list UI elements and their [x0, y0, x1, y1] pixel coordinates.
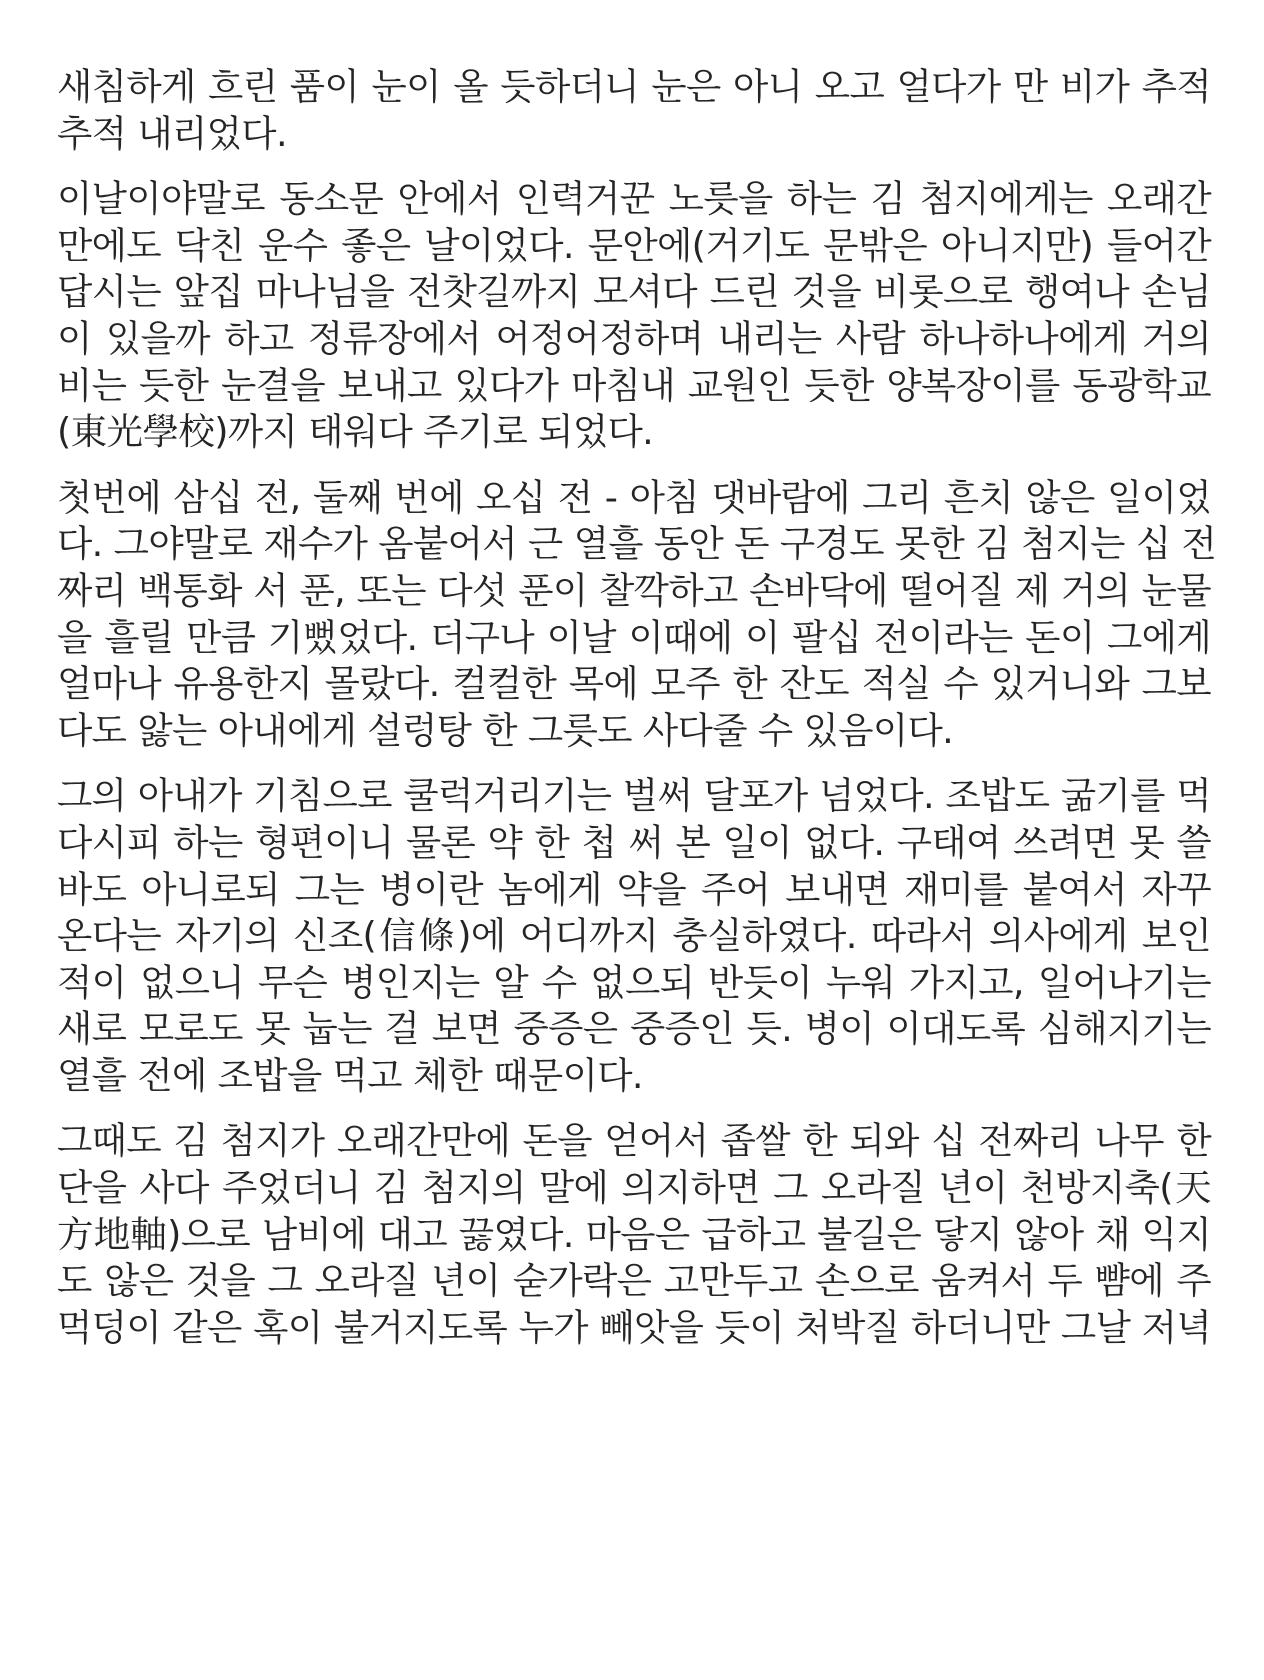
- text-line: 그때도 김 첨지가 오래간만에 돈을 얻어서 좁쌀 한 되와 십 전짜리 나무 한: [57, 1119, 1211, 1163]
- text-line: 이날이야말로 동소문 안에서 인력거꾼 노릇을 하는 김 첨지에게는 오래간: [57, 177, 1211, 221]
- text-line: 새침하게 흐린 품이 눈이 올 듯하더니 눈은 아니 오고 얼다가 만 비가 추적: [57, 65, 1211, 108]
- text-line: 을 흘릴 만큼 기뻤었다. 더구나 이날 이때에 이 팔십 전이라는 돈이 그에게: [57, 615, 1211, 659]
- text-line: 비는 듯한 눈결을 보내고 있다가 마침내 교원인 듯한 양복장이를 동광학교: [57, 363, 1211, 407]
- text-line: 그의 아내가 기침으로 쿨럭거리기는 벌써 달포가 넘었다. 조밥도 굶기를 먹: [57, 774, 1211, 818]
- text-line: 적이 없으니 무슨 병인지는 알 수 없으되 반듯이 누워 가지고, 일어나기는: [57, 960, 1211, 1004]
- text-line: 얼마나 유용한지 몰랐다. 컬컬한 목에 모주 한 잔도 적실 수 있거니와 그보: [57, 662, 1211, 706]
- text-line: 만에도 닥친 운수 좋은 날이었다. 문안에(거기도 문밖은 아니지만) 들어간: [57, 223, 1211, 267]
- text-line: 먹덩이 같은 혹이 불거지도록 누가 빼앗을 듯이 처박질 하더니만 그날 저녁: [57, 1305, 1211, 1349]
- text-line: (東光學校)까지 태워다 주기로 되었다.: [57, 410, 654, 454]
- text-line: 이 있을까 하고 정류장에서 어정어정하며 내리는 사람 하나하나에게 거의: [57, 316, 1211, 360]
- text-line: 方地軸)으로 남비에 대고 끓였다. 마음은 급하고 불길은 닿지 않아 채 익지: [57, 1212, 1211, 1256]
- text-line: 추적 내리었다.: [57, 111, 287, 155]
- text-line: 첫번에 삼십 전, 둘째 번에 오십 전 - 아침 댓바람에 그리 흔치 않은 일이었: [57, 475, 1211, 519]
- text-line: 답시는 앞집 마나님을 전찻길까지 모셔다 드린 것을 비롯으로 행여나 손님: [57, 270, 1211, 314]
- text-line: 다도 앓는 아내에게 설렁탕 한 그릇도 사다줄 수 있음이다.: [57, 708, 954, 752]
- text-line: 온다는 자기의 신조(信條)에 어디까지 충실하였다. 따라서 의사에게 보인: [57, 914, 1211, 958]
- text-line: 다. 그야말로 재수가 옴붙어서 근 열흘 동안 돈 구경도 못한 김 첨지는 십 전: [57, 522, 1217, 566]
- text-line: 열흘 전에 조밥을 먹고 체한 때문이다.: [57, 1053, 643, 1097]
- paragraph: [57, 176, 1211, 456]
- document-body: [57, 64, 1217, 1370]
- paragraph: [57, 64, 1211, 157]
- text-line: 단을 사다 주었더니 김 첨지의 말에 의지하면 그 오라질 년이 천방지축(天: [57, 1166, 1211, 1210]
- paragraph: [57, 1118, 1211, 1351]
- text-line: 새로 모로도 못 눕는 걸 보면 중증은 중증인 듯. 병이 이대도록 심해지기는: [57, 1007, 1211, 1051]
- text-line: 짜리 백통화 서 푼, 또는 다섯 푼이 찰깍하고 손바닥에 떨어질 제 거의 눈물: [57, 568, 1211, 612]
- paragraph: [57, 475, 1217, 755]
- text-line: 도 않은 것을 그 오라질 년이 숟가락은 고만두고 손으로 움켜서 두 뺨에 주: [57, 1259, 1211, 1303]
- text-line: 바도 아니로되 그는 병이란 놈에게 약을 주어 보내면 재미를 붙여서 자꾸: [57, 867, 1211, 911]
- text-line: 다시피 하는 형편이니 물론 약 한 첩 써 본 일이 없다. 구태여 쓰려면 못 쓸: [57, 820, 1211, 864]
- paragraph: [57, 773, 1211, 1099]
